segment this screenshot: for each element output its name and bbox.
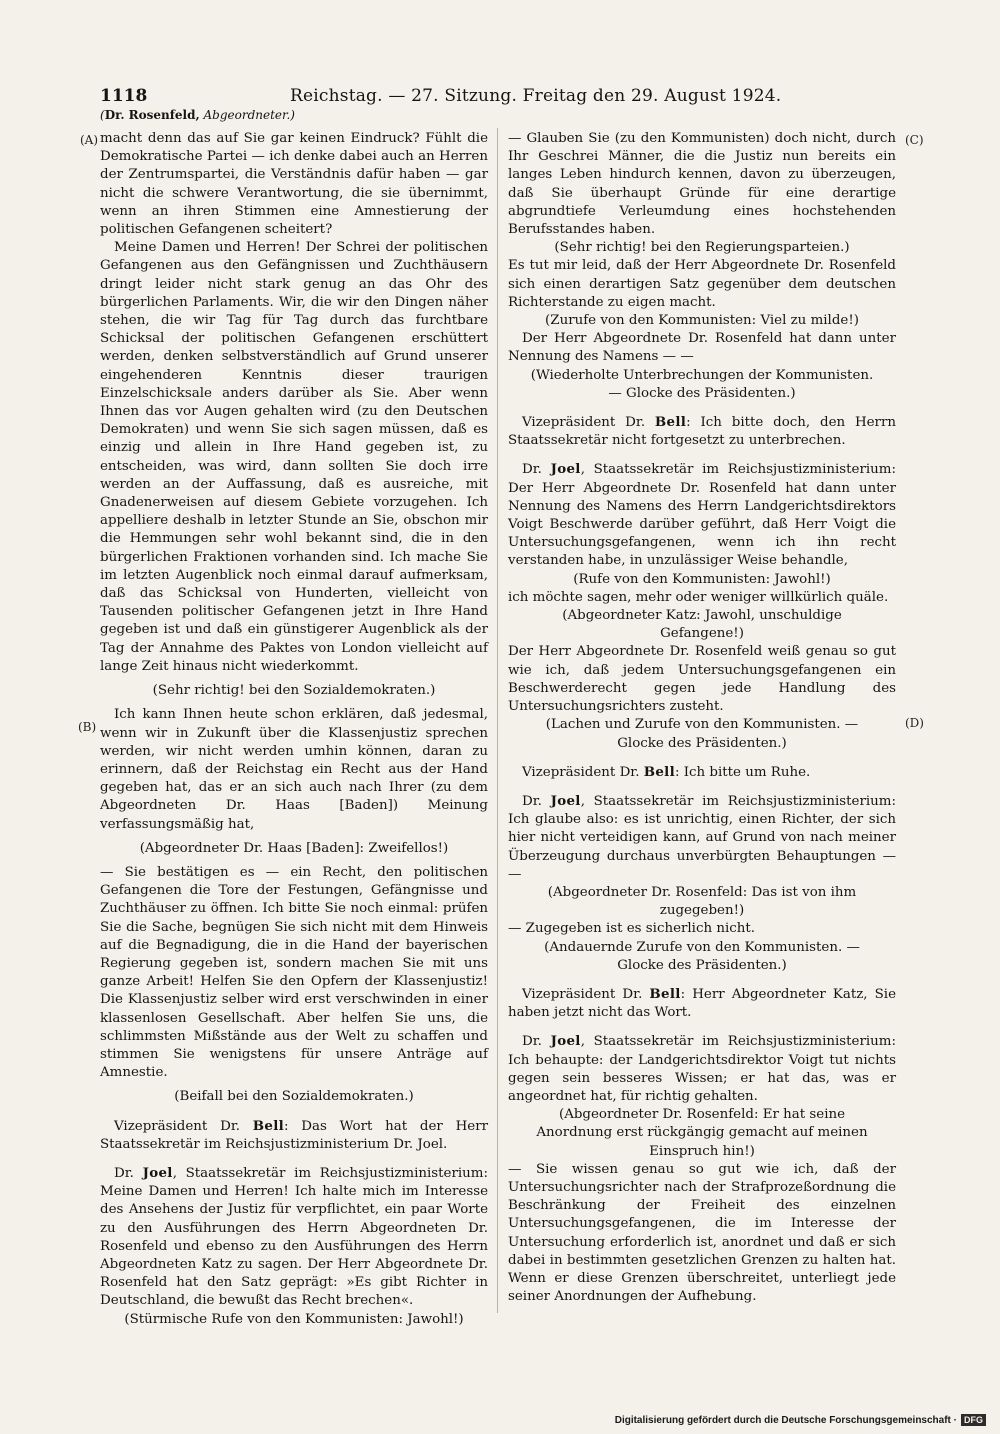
paragraph: — Sie wissen genau so gut wie ich, daß der Untersuchungsrichter nach der Strafprozeßordnung die Beschränkung der Freiheit des einzelnen Untersuchungsgefangenen, die im Interesse der Untersuchung erforderlich ist, anordnet und daß er sich dabei in bestimmten gesetzlichen Grenzen zu halten hat. Wenn er diese Grenzen überschreitet, unterliegt jede seiner Anordnungen der Aufhebung.	[508, 1161, 896, 1305]
footer	[615, 1414, 986, 1426]
paragraph: — Zugegeben ist es sicherlich nicht.	[508, 921, 756, 937]
paragraph: Meine Damen und Herren! Der Schrei der politischen Gefangenen aus den Gefängnissen und Zuchthäusern dringt leider nicht stark genug an das Ohr des bürgerlichen Parlaments. Wir, die wir den Dingen näher stehen, die wir Tag für Tag durch das furchtbare Schicksal der politischen Gefangenen erschüttert werden, denken selbstverständlich auf Grund unserer eingehenderen Kenntnis dieser traurigen Einzelschicksale anders darüber als Sie. Aber wenn Ihnen das vor Augen gehalten wird (zu den Deutschen Demokraten) und wenn Sie sich sagen müssen, daß es einzig und allein in Ihre Hand gegeben ist, zu entscheiden, was wird, dann sollten Sie doch irre werden an der Auffassung, daß es ausreiche, mit Gnadenerweisen auf diesem Gebiete vorzugehen. Ich appelliere deshalb in letzter Stunde an Sie, obschon mir die Hemmungen sehr wohl bekannt sind, die in den bürgerlichen Fraktionen vorhanden sind. Ich mache Sie im letzten Augenblick noch einmal darauf aufmerksam, daß das Schicksal von Hunderten, vielleicht von Tausenden politischer Gefangenen jetzt in Ihre Hand gegeben ist und daß ein günstigerer Augenblick als der Tag der Annahme des Paktes von London vielleicht auf lange Zeit hinaus nicht wiederkommt.	[100, 240, 488, 674]
margin-marker-a: (A)	[80, 133, 99, 147]
paragraph: — Sie bestätigen es — ein Recht, den politischen Gefangenen die Tore der Festungen, Gefängnisse und Zuchthäuser zu öffnen. Ich bitte Sie noch einmal: prüfen Sie die Sache, begnügen Sie sich nicht mit dem Hinweis auf die Begnadigung, die in die Hand der bayerischen Regierung gegeben ist, sondern machen Sie mit uns ganze Arbeit! Helfen Sie den Opfern der Klassenjustiz! Die Klassenjustiz selber wird erst verschwinden in einer klassenlosen Gesellschaft. Aber helfen Sie uns, die schlimmsten Mißstände aus der Welt zu schaffen und stimmen Sie wenigstens für unsere Anträge auf Amnestie.	[100, 864, 488, 1081]
paragraph: (Andauernde Zurufe von den Kommunisten. — Glocke des Präsidenten.)	[544, 939, 860, 973]
paragraph: (Sehr richtig! bei den Regierungsparteien.)	[554, 240, 850, 256]
paragraph: (Abgeordneter Dr. Rosenfeld: Er hat seine Anordnung erst rückgängig gemacht auf meinen Einspruch hin!)	[536, 1107, 868, 1159]
right-column	[508, 130, 896, 1306]
paragraph: Vizepräsident Dr. Bell: Ich bitte um Ruhe.	[522, 763, 811, 780]
paragraph: (Stürmische Rufe von den Kommunisten: Jawohl!)	[124, 1311, 464, 1327]
paragraph: ich möchte sagen, mehr oder weniger willkürlich quäle.	[508, 589, 889, 605]
paragraph: Dr. Joel, Staatssekretär im Reichsjustizministerium: Der Herr Abgeordnete Dr. Rosenfeld hat dann unter Nennung des Namens des Herrn Landgerichtsdirektors Voigt Beschwerde darüber geführt, daß Herr Voigt die Untersuchungsgefangenen, wenn ich ihn recht verstanden habe, in unzulässiger Weise behandle,	[508, 461, 896, 569]
paragraph: (Beifall bei den Sozialdemokraten.)	[174, 1089, 414, 1105]
paragraph: Vizepräsident Dr. Bell: Herr Abgeordneter Katz, Sie haben jetzt nicht das Wort.	[508, 985, 897, 1021]
speaker-name: Bell	[252, 1117, 285, 1134]
paragraph: Vizepräsident Dr. Bell: Ich bitte doch, den Herrn Staatssekretär nicht fortgesetzt zu unterbrechen.	[508, 414, 896, 449]
paragraph: (Abgeordneter Dr. Rosenfeld: Das ist von ihm zugegeben!)	[547, 884, 857, 919]
speaker-name: Bell	[649, 985, 681, 1002]
paragraph: (Zurufe von den Kommunisten: Viel zu milde!)	[545, 313, 859, 329]
left-column	[100, 130, 488, 1329]
paragraph: (Rufe von den Kommunisten: Jawohl!)	[573, 571, 831, 587]
speaker-name: Joel	[550, 1033, 581, 1050]
speaker-name: Joel	[550, 461, 581, 478]
paragraph: Dr. Joel, Staatssekretär im Reichsjustizministerium: Ich behaupte: der Landgerichtsdirektor Voigt tut nichts gegen sein besseres Wissen; er hat das, was er angeordnet hat, für richtig gehalten.	[508, 1033, 896, 1104]
paragraph: (Abgeordneter Katz: Jawohl, unschuldige Gefangene!)	[562, 608, 842, 642]
paragraph: Der Herr Abgeordnete Dr. Rosenfeld hat dann unter Nennung des Namens — —	[508, 331, 896, 365]
paragraph: Es tut mir leid, daß der Herr Abgeordnete Dr. Rosenfeld sich einen derartigen Satz gegenüber dem deutschen Richterstande zu eigen macht.	[508, 258, 896, 310]
paragraph: macht denn das auf Sie gar keinen Eindruck? Fühlt die Demokratische Partei — ich denke dabei auch an Herren der Zentrumspartei, die Verständnis dafür haben — gar nicht die schwere Verantwortung, die sie übernimmt, wenn an ihren Stimmen eine Amnestierung der politischen Gefangenen scheitert?	[100, 131, 488, 238]
paragraph: (Wiederholte Unterbrechungen der Kommunisten. — Glocke des Präsidenten.)	[530, 367, 874, 401]
speaker-name: Joel	[550, 792, 581, 809]
speaker-name: Bell	[643, 763, 675, 780]
session-title: Reichstag. — 27. Sitzung. Freitag den 29. August 1924.	[290, 86, 782, 106]
speaker-name: Joel	[142, 1164, 173, 1181]
running-head-name: Dr. Rosenfeld,	[104, 108, 200, 122]
column-divider	[497, 128, 498, 1313]
dfg-logo: DFG	[961, 1414, 986, 1426]
margin-marker-c: (C)	[905, 133, 924, 147]
paragraph: Dr. Joel, Staatssekretär im Reichsjustizministerium: Meine Damen und Herren! Ich halte mich im Interesse des Ansehens der Justiz für verpflichtet, ein paar Worte zu den Ausführungen des Herrn Abgeordneten Dr. Rosenfeld und ebenso zu den Ausführungen des Herrn Abgeordneten Katz zu sagen. Der Herr Abgeordnete Dr. Rosenfeld hat den Satz geprägt: »Es gibt Richter in Deutschland, die bewußt das Recht brechen«.	[100, 1164, 488, 1309]
footer-credit: Digitalisierung gefördert durch die Deutsche Forschungsgemeinschaft ·	[614, 1414, 957, 1426]
margin-marker-b: (B)	[78, 720, 97, 734]
paragraph: (Abgeordneter Dr. Haas [Baden]: Zweifellos!)	[139, 840, 449, 856]
speaker-name: Bell	[654, 414, 687, 431]
running-head-role: Abgeordneter.	[199, 108, 291, 122]
page-number: 1118	[100, 86, 148, 106]
paragraph: Der Herr Abgeordnete Dr. Rosenfeld weiß genau so gut wie ich, daß jedem Untersuchungsgefangenen ein Beschwerderecht gegen jede Handlung des Untersuchungsrichters zusteht.	[508, 644, 896, 715]
paragraph: — Glauben Sie (zu den Kommunisten) doch nicht, durch Ihr Geschrei Männer, die die Justiz nun bereits ein langes Leben hindurch kennen, davon zu überzeugen, daß Sie überhaupt Gründe für eine derartige abgrundtiefe Verleumdung eines hochstehenden Berufsstandes haben.	[508, 131, 896, 238]
paragraph: (Sehr richtig! bei den Sozialdemokraten.)	[152, 683, 436, 699]
paragraph: Ich kann Ihnen heute schon erklären, daß jedesmal, wenn wir in Zukunft über die Klassenjustiz sprechen werden, wir nicht werden umhin können, daran zu erinnern, daß der Reichstag ein Recht aus der Hand gegeben hat, das er an sich auch nach Ihrer (zu dem Abgeordneten Dr. Haas [Baden]) Meinung verfassungsmäßig hat,	[100, 707, 488, 832]
margin-marker-d: (D)	[905, 716, 924, 730]
paragraph: Dr. Joel, Staatssekretär im Reichsjustizministerium: Ich glaube also: es ist unrichtig, einen Richter, der sich hier nicht verteidigen kann, auf Grund von nach meiner Überzeugung durchaus unverbürgten Behauptungen — —	[508, 792, 896, 882]
running-head: (Dr. Rosenfeld, Abgeordneter.)	[100, 108, 295, 122]
paragraph: (Lachen und Zurufe von den Kommunisten. — Glocke des Präsidenten.)	[545, 717, 859, 751]
page-header	[100, 86, 782, 110]
paragraph: Vizepräsident Dr. Bell: Das Wort hat der Herr Staatssekretär im Reichsjustizministerium Dr. Joel.	[100, 1117, 489, 1152]
